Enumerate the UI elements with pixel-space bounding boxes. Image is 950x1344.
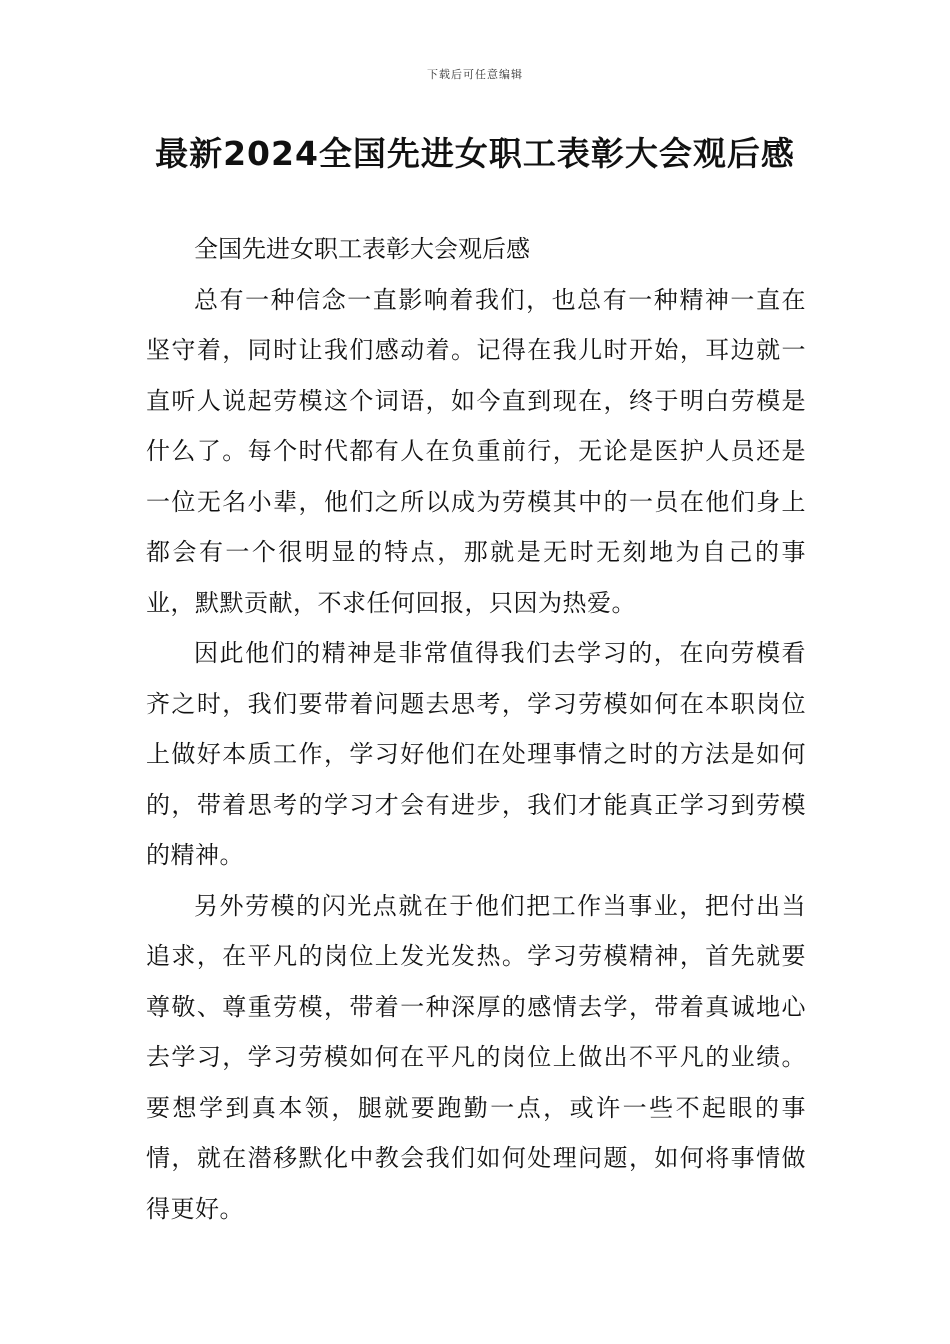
paragraph-3: 另外劳模的闪光点就在于他们把工作当事业，把付出当追求，在平凡的岗位上发光发热。学习劳模精神，首先就要尊敬、尊重劳模，带着一种深厚的感情去学，带着真诚地心去学习，学习劳模如何在平凡的岗位上做出不平凡的业绩。要想学到真本领，腿就要跑勤一点，或许一些不起眼的事情，就在潜移默化中教会我们如何处理问题，如何将事情做得更好。 bbox=[146, 891, 806, 1223]
document-title: 最新2024全国先进女职工表彰大会观后感 bbox=[155, 134, 795, 173]
paragraph-2: 因此他们的精神是非常值得我们去学习的，在向劳模看齐之时，我们要带着问题去思考，学习劳模如何在本职岗位上做好本质工作，学习好他们在处理事情之时的方法是如何的，带着思考的学习才会有进步，我们才能真正学习到劳模的精神。 bbox=[146, 639, 806, 869]
document-body bbox=[146, 224, 806, 1234]
paragraph-1: 总有一种信念一直影响着我们，也总有一种精神一直在坚守着，同时让我们感动着。记得在我儿时开始，耳边就一直听人说起劳模这个词语，如今直到现在，终于明白劳模是什么了。每个时代都有人在负重前行，无论是医护人员还是一位无名小辈，他们之所以成为劳模其中的一员在他们身上都会有一个很明显的特点，那就是无时无刻地为自己的事业，默默贡献，不求任何回报，只因为热爱。 bbox=[146, 285, 806, 617]
header-note: 下载后可任意编辑 bbox=[427, 68, 523, 81]
subtitle-paragraph: 全国先进女职工表彰大会观后感 bbox=[194, 235, 530, 263]
